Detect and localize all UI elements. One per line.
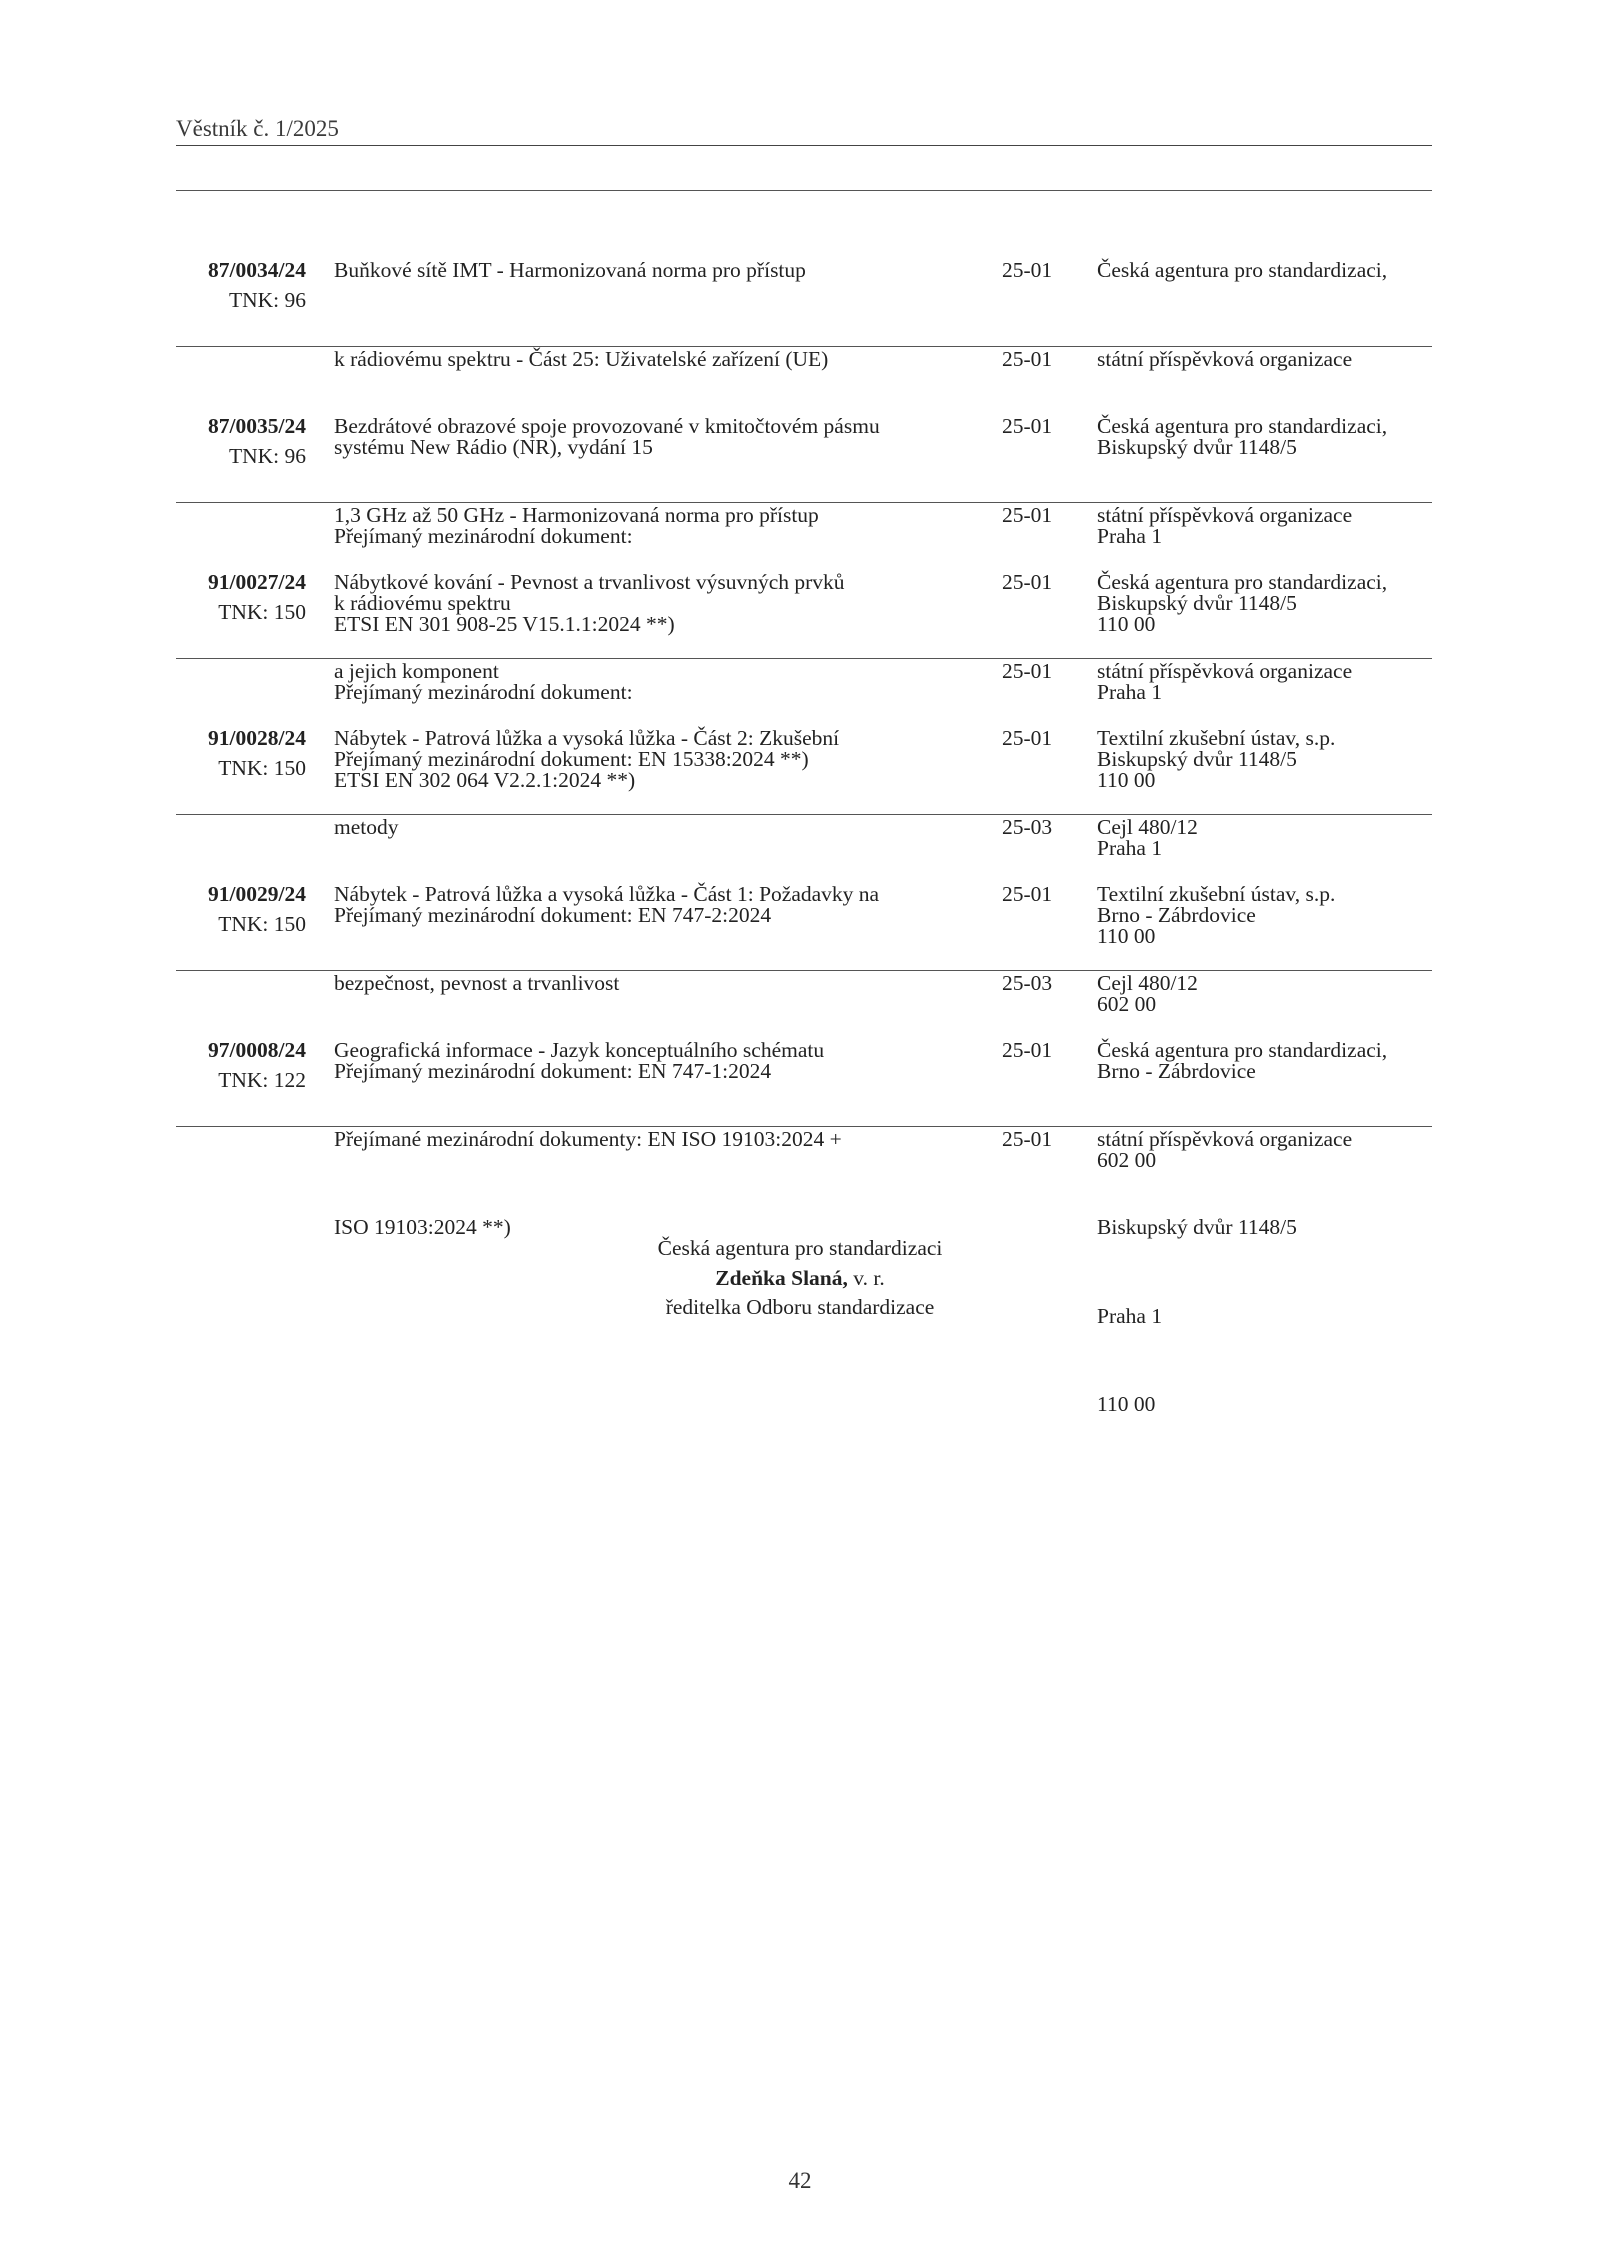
title-line: Přejímaný mezinárodní dokument: bbox=[334, 523, 633, 548]
title-line: systému New Rádio (NR), vydání 15 bbox=[334, 435, 653, 459]
org-line: Biskupský dvůr 1148/5 bbox=[1097, 435, 1297, 459]
org-line: 110 00 bbox=[1097, 768, 1156, 792]
title-line: Nábytkové kování - Pevnost a trvanlivost výsuvných prvků bbox=[334, 570, 845, 594]
signature-block bbox=[0, 1234, 1600, 1323]
date-value: 25-03 bbox=[1002, 814, 1053, 839]
organization-cell bbox=[1097, 977, 1437, 1479]
tnk-label: TNK: 150 bbox=[218, 599, 306, 624]
org-line: Biskupský dvůr 1148/5 bbox=[1097, 747, 1297, 771]
date-value: 25-01 bbox=[1002, 658, 1053, 683]
org-line: státní příspěvková organizace bbox=[1097, 658, 1353, 683]
page-number: 42 bbox=[788, 2168, 812, 2193]
org-line: 110 00 bbox=[1097, 612, 1156, 636]
date-value: 25-01 bbox=[1002, 502, 1053, 527]
org-line: státní příspěvková organizace bbox=[1097, 502, 1353, 527]
page-header-title: Věstník č. 1/2025 bbox=[176, 116, 339, 141]
title-line: Nábytek - Patrová lůžka a vysoká lůžka - Část 2: Zkušební bbox=[334, 726, 840, 750]
title-line: Přejímané mezinárodní dokumenty: EN ISO 19103:2024 + bbox=[334, 1126, 842, 1151]
signature-agency: Česká agentura pro standardizaci bbox=[657, 1236, 943, 1260]
title-line: a jejich komponent bbox=[334, 658, 499, 683]
date-value: 25-01 bbox=[1002, 346, 1053, 371]
org-line: Česká agentura pro standardizaci, bbox=[1097, 570, 1388, 594]
org-line: 110 00 bbox=[1097, 1392, 1156, 1416]
title-line: ETSI EN 302 064 V2.2.1:2024 **) bbox=[334, 768, 636, 792]
title-line: Nábytek - Patrová lůžka a vysoká lůžka - Část 1: Požadavky na bbox=[334, 882, 880, 906]
title-line: bezpečnost, pevnost a trvanlivost bbox=[334, 970, 620, 995]
date-value: 25-03 bbox=[1002, 970, 1053, 995]
org-line: státní příspěvková organizace bbox=[1097, 1126, 1353, 1151]
standard-number: 91/0027/24 bbox=[208, 570, 306, 594]
date-value: 25-01 bbox=[1002, 1038, 1053, 1062]
org-line: Biskupský dvůr 1148/5 bbox=[1097, 591, 1297, 615]
title-line: Bezdrátové obrazové spoje provozované v kmitočtovém pásmu bbox=[334, 414, 880, 438]
tnk-label: TNK: 96 bbox=[228, 287, 306, 312]
org-line: Praha 1 bbox=[1097, 679, 1163, 704]
header-rule bbox=[176, 145, 1432, 146]
org-line: Textilní zkušební ústav, s.p. bbox=[1097, 726, 1336, 750]
tnk-label: TNK: 122 bbox=[218, 1067, 306, 1092]
org-line: Praha 1 bbox=[1097, 523, 1163, 548]
date-value: 25-01 bbox=[1002, 570, 1053, 594]
signatory-suffix: v. r. bbox=[847, 1265, 885, 1290]
date-cell bbox=[1002, 977, 1072, 1213]
title-line: 1,3 GHz až 50 GHz - Harmonizovaná norma pro přístup bbox=[334, 502, 819, 527]
standard-number: 87/0034/24 bbox=[208, 258, 306, 282]
org-line: Cejl 480/12 bbox=[1097, 814, 1198, 839]
org-line: Textilní zkušební ústav, s.p. bbox=[1097, 882, 1336, 906]
row-id-cell bbox=[176, 977, 306, 1154]
title-line: Přejímaný mezinárodní dokument: EN 747-1:2024 bbox=[334, 1059, 772, 1083]
standard-number: 91/0029/24 bbox=[208, 882, 306, 906]
org-line: Česká agentura pro standardizaci, bbox=[1097, 1038, 1388, 1062]
title-line: Buňkové sítě IMT - Harmonizovaná norma pro přístup bbox=[334, 258, 806, 282]
org-line: Brno - Zábrdovice bbox=[1097, 903, 1256, 927]
org-line: Praha 1 bbox=[1097, 835, 1163, 860]
tnk-label: TNK: 150 bbox=[218, 911, 306, 936]
org-line: Brno - Zábrdovice bbox=[1097, 1059, 1256, 1083]
title-line: k rádiovému spektru bbox=[334, 591, 511, 615]
standard-number: 91/0028/24 bbox=[208, 726, 306, 750]
tnk-label: TNK: 150 bbox=[218, 755, 306, 780]
date-value: 25-01 bbox=[1002, 726, 1053, 750]
org-line: 110 00 bbox=[1097, 924, 1156, 948]
title-line: k rádiovému spektru - Část 25: Uživatelské zařízení (UE) bbox=[334, 346, 829, 371]
date-value: 25-01 bbox=[1002, 414, 1053, 438]
tnk-label: TNK: 96 bbox=[228, 443, 306, 468]
org-line: státní příspěvková organizace bbox=[1097, 346, 1353, 371]
standard-number: 87/0035/24 bbox=[208, 414, 306, 438]
date-value: 25-01 bbox=[1002, 258, 1053, 282]
date-value: 25-01 bbox=[1002, 882, 1053, 906]
title-line: metody bbox=[334, 814, 399, 839]
org-line: Česká agentura pro standardizaci, bbox=[1097, 258, 1388, 282]
org-line: 602 00 bbox=[1097, 1147, 1157, 1172]
standard-number: 97/0008/24 bbox=[208, 1038, 306, 1062]
title-line: ETSI EN 301 908-25 V15.1.1:2024 **) bbox=[334, 612, 675, 636]
org-line: Česká agentura pro standardizaci, bbox=[1097, 414, 1388, 438]
org-line: Biskupský dvůr 1148/5 bbox=[1097, 1215, 1297, 1239]
date-value: 25-01 bbox=[1002, 1126, 1053, 1151]
org-line: 602 00 bbox=[1097, 991, 1157, 1016]
org-line: Praha 1 bbox=[1097, 1303, 1163, 1328]
signature-name-line bbox=[0, 1264, 1600, 1294]
title-line: Přejímaný mezinárodní dokument: EN 747-2:2024 bbox=[334, 903, 772, 927]
title-line: Geografická informace - Jazyk konceptuálního schématu bbox=[334, 1038, 825, 1062]
title-line: Přejímaný mezinárodní dokument: bbox=[334, 679, 633, 704]
title-line: Přejímaný mezinárodní dokument: EN 15338:2024 **) bbox=[334, 747, 809, 771]
signatory-name: Zdeňka Slaná, bbox=[715, 1265, 848, 1290]
signatory-role: ředitelka Odboru standardizace bbox=[665, 1295, 935, 1319]
title-line: ISO 19103:2024 **) bbox=[334, 1215, 511, 1239]
org-line: Cejl 480/12 bbox=[1097, 970, 1198, 995]
